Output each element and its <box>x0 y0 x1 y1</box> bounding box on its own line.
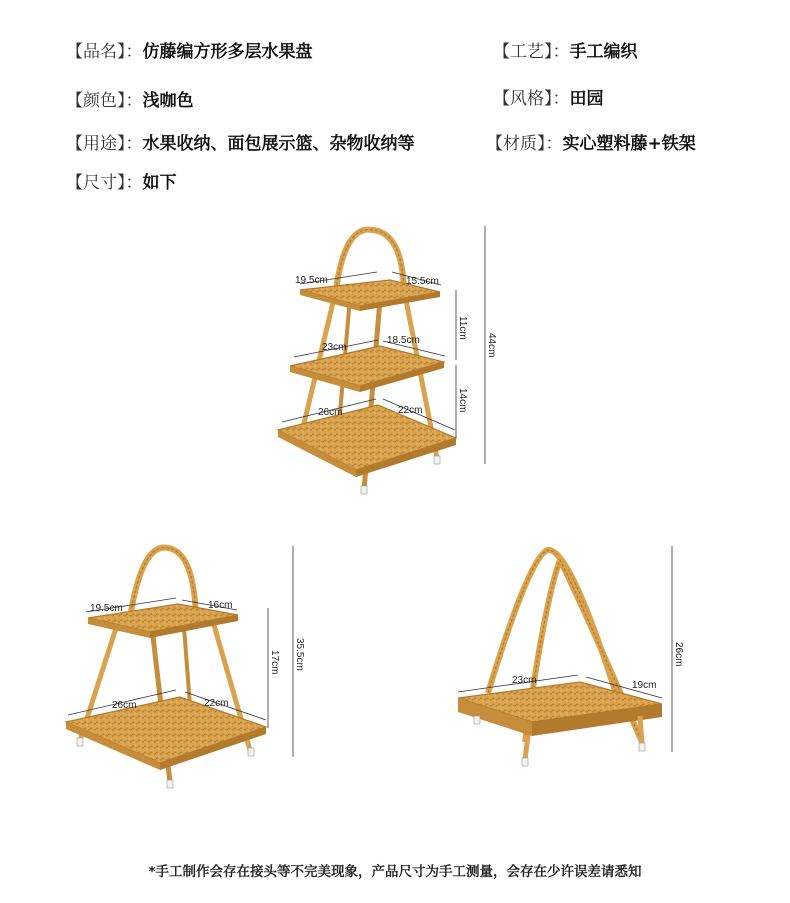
spec-name-value: 仿藤编方形多层水果盘 <box>142 42 313 62</box>
dim-two-top-width: 19.5cm <box>90 603 123 614</box>
three-tier-stand <box>278 226 497 494</box>
single-foot <box>474 716 480 724</box>
dim-two-height: 35.5cm <box>294 638 305 671</box>
dim-three-height: 44cm <box>486 333 497 358</box>
dim-three-top-width: 19.5cm <box>295 275 328 286</box>
spec-usage-label: 【用途】： <box>66 134 143 154</box>
spec-material-label: 【材质】： <box>486 134 563 154</box>
two-tier-foot <box>167 780 173 788</box>
spec-name-label: 【品名】： <box>66 42 143 62</box>
dim-three-mid-width: 23cm <box>322 342 347 353</box>
spec-style-value: 田园 <box>569 89 604 109</box>
two-tier-foot <box>77 738 83 746</box>
single-tier-basket <box>458 546 684 766</box>
spec-craft-label: 【工艺】： <box>493 42 570 62</box>
dim-single-depth: 19cm <box>632 680 657 691</box>
spec-color-label: 【颜色】： <box>66 91 143 111</box>
dim-two-bot-depth: 22cm <box>204 698 229 709</box>
dim-two-bot-width: 26cm <box>112 700 137 711</box>
dim-three-top-depth: 15.5cm <box>406 276 439 287</box>
dim-two-top-depth: 16cm <box>208 600 233 611</box>
disclaimer-note: *手工制作会存在接头等不完美现象，产品尺寸为手工测量，会存在少许误差请悉知 <box>148 864 642 880</box>
dim-three-mid-depth: 18.5cm <box>387 335 420 346</box>
spec-size-value: 如下 <box>142 173 177 193</box>
spec-usage-value: 水果收纳、面包展示篮、杂物收纳等 <box>142 134 415 154</box>
dim-single-height: 26cm <box>673 642 684 667</box>
three-tier-foot <box>434 456 440 464</box>
dim-single-width: 23cm <box>512 675 537 686</box>
spec-material-value: 实心塑料藤+铁架 <box>562 134 696 154</box>
dim-three-gap-lower: 14cm <box>457 388 468 413</box>
single-foot <box>639 743 645 751</box>
dim-two-gap: 17cm <box>269 650 280 675</box>
three-tier-foot <box>361 486 367 494</box>
single-foot <box>522 758 528 766</box>
spec-size-label: 【尺寸】： <box>66 173 143 193</box>
two-tier-foot <box>248 748 254 756</box>
spec-craft-value: 手工编织 <box>569 42 638 62</box>
dim-three-bot-width: 26cm <box>318 407 343 418</box>
dim-three-gap-upper: 11cm <box>457 316 468 340</box>
two-tier-stand <box>66 546 305 788</box>
spec-color-value: 浅咖色 <box>142 91 194 111</box>
spec-style-label: 【风格】： <box>493 89 570 109</box>
dim-three-bot-depth: 22cm <box>398 405 423 416</box>
